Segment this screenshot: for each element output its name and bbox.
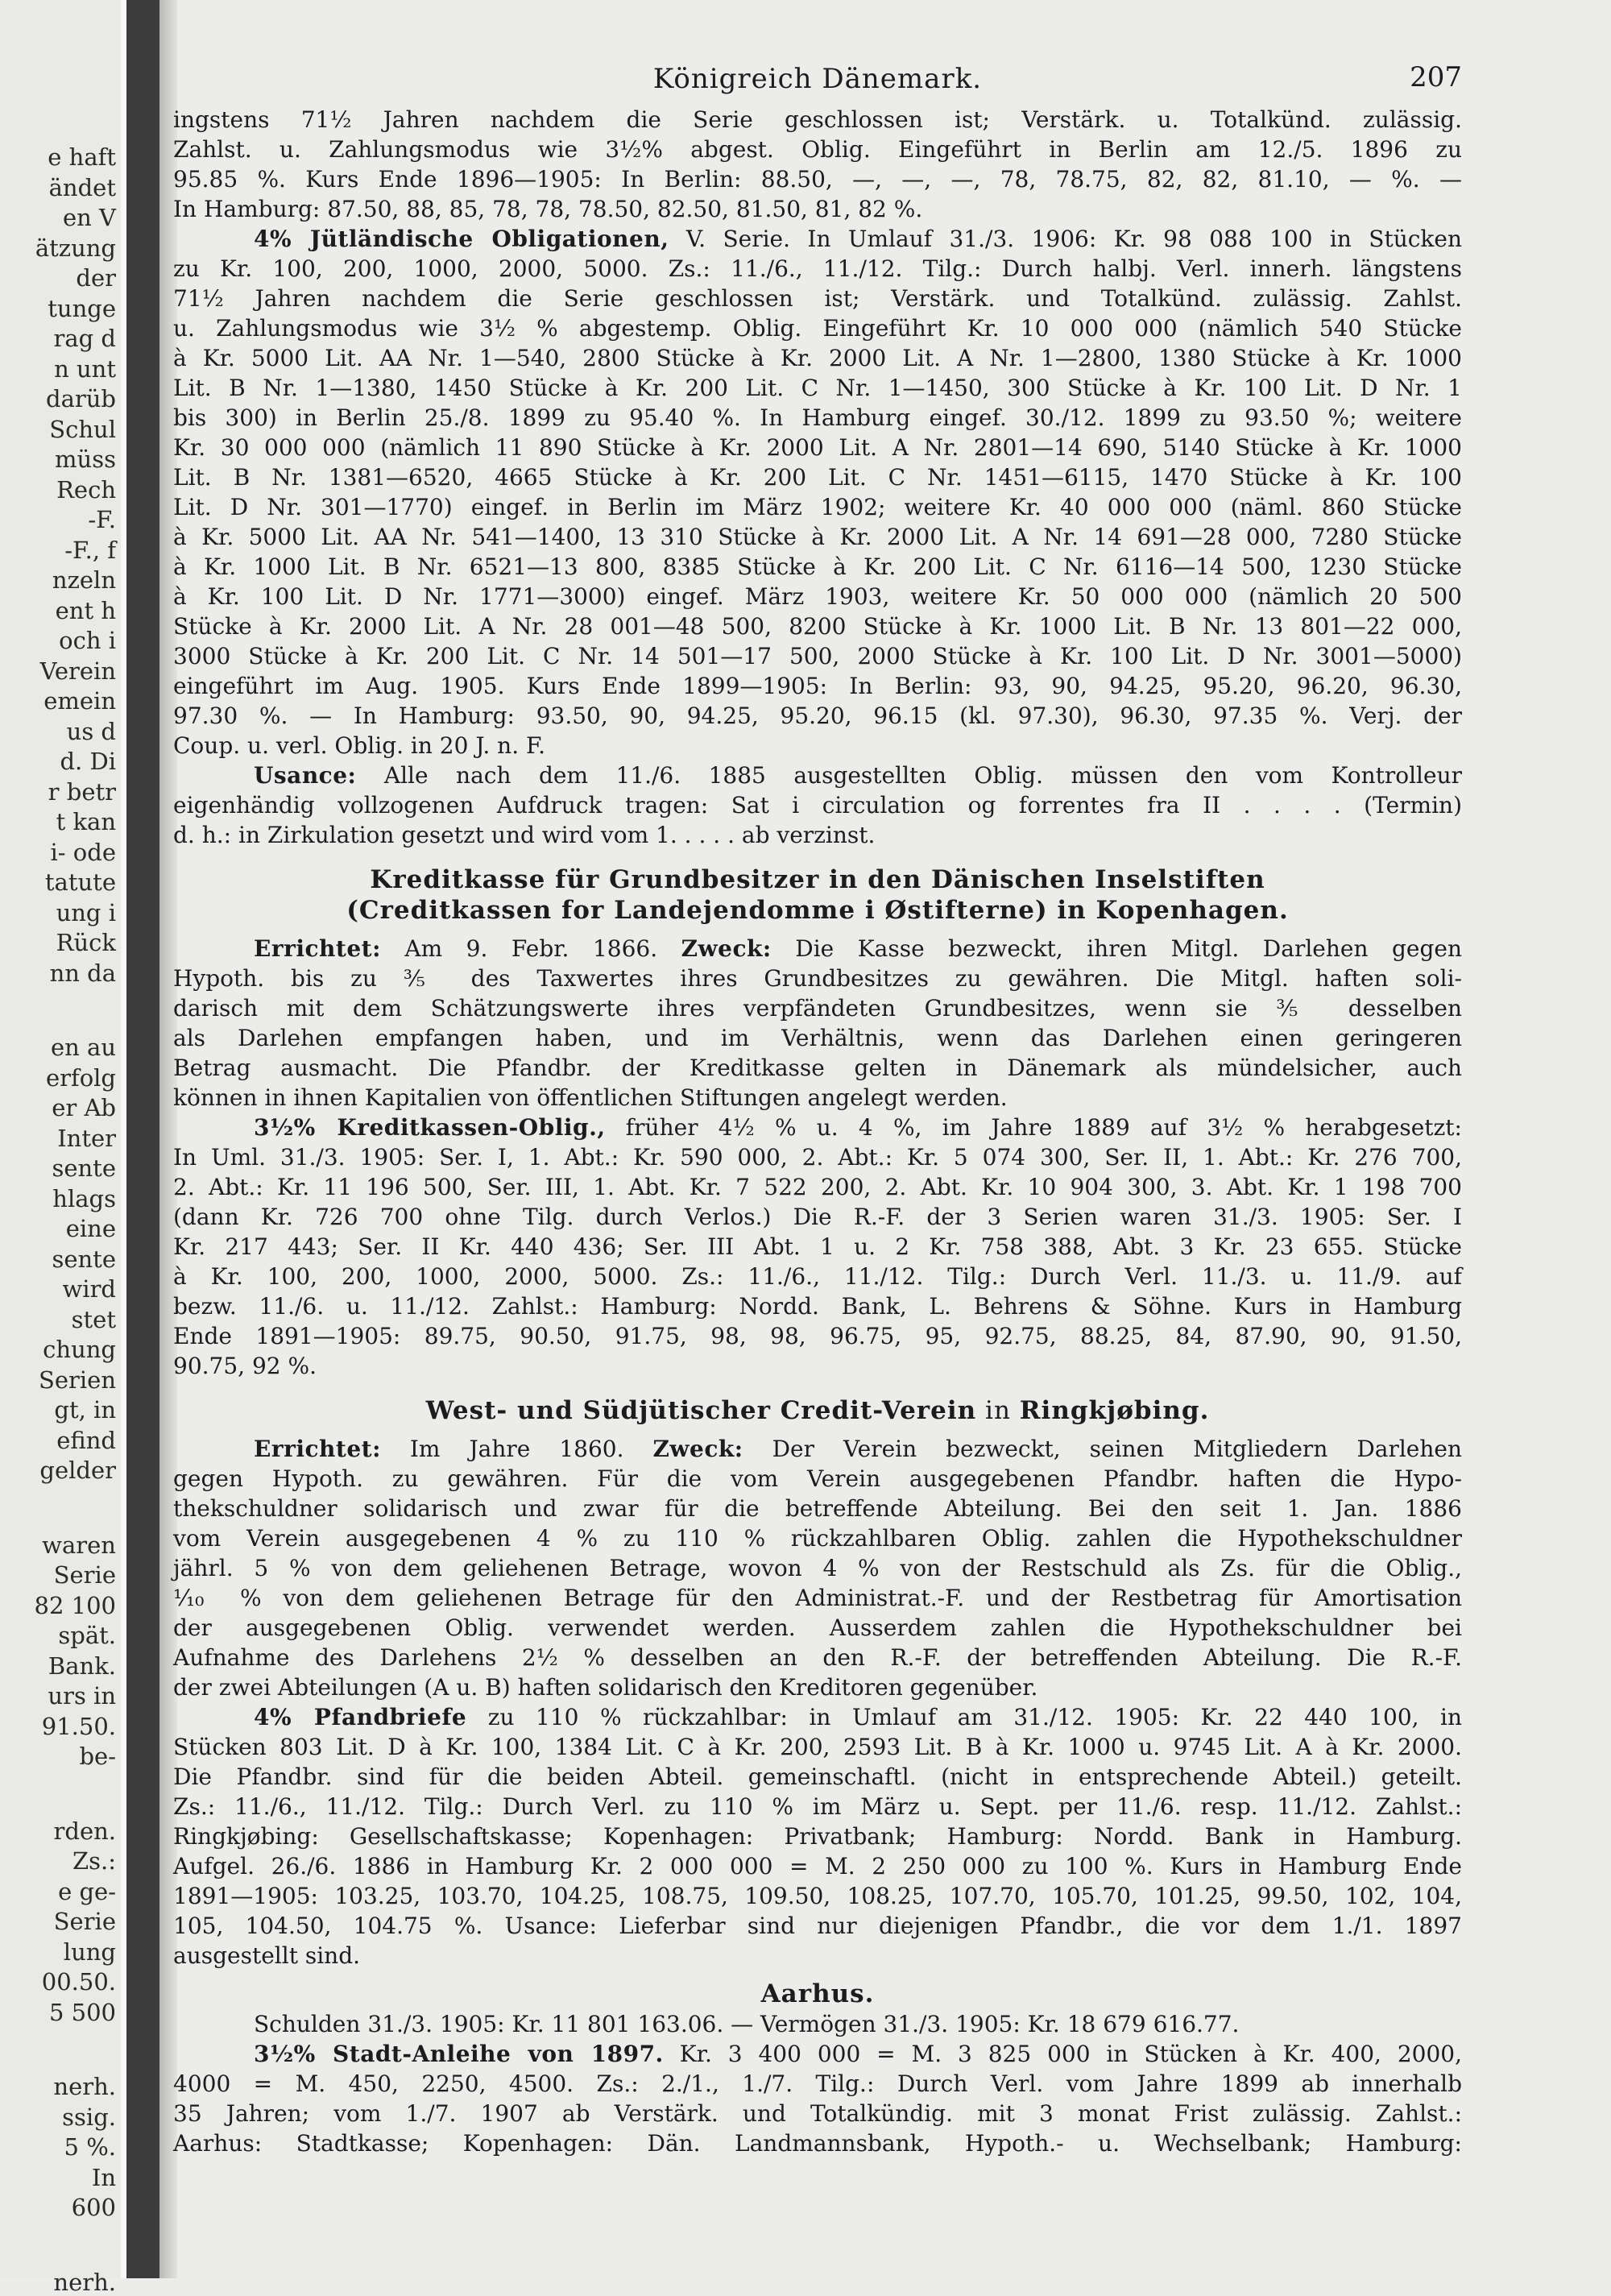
title-part: West- und Südjütischer Credit-Verein: [425, 1396, 977, 1425]
page-number: 207: [1410, 61, 1462, 93]
running-title: Königreich Dänemark.: [652, 63, 983, 95]
aarhus-schulden: [173, 2009, 1462, 2039]
facing-page-text-fragment: wird: [62, 1275, 116, 1303]
text-line: zu 110 % rückzahlbar: in Umlauf am 31./12. 1905: Kr. 22 440 100, in: [466, 1704, 1463, 1730]
facing-page-text-fragment: -F., f: [64, 536, 116, 564]
text-line: Stücke à Kr. 2000 Lit. A Nr. 28 001—48 500, 8200 Stücke à Kr. 1000 Lit. B Nr. 13 801—22 000,: [173, 613, 1462, 640]
facing-page-text-fragment: Rech: [56, 475, 116, 504]
facing-page-text-fragment: efind: [56, 1426, 116, 1454]
facing-page-text-fragment: hlags: [52, 1184, 116, 1212]
section-subtitle: (Creditkassen for Landejendomme i Østifterne) in Kopenhagen.: [346, 896, 1289, 925]
facing-page-text-fragment: ung i: [56, 898, 116, 926]
facing-page-text-fragment: gelder: [39, 1457, 116, 1484]
entry-lead: Usance:: [254, 762, 357, 789]
text-line: 97.30 %. — In Hamburg: 93.50, 90, 94.25, 95.20, 96.15 (kl. 97.30), 96.30, 97.35 %. Verj. der: [173, 702, 1462, 729]
facing-page-text-fragment: stet: [71, 1305, 116, 1333]
text-line: Lit. D Nr. 301—1770) eingef. in Berlin im März 1902; weitere Kr. 40 000 000 (näml. 860 Stücke: [173, 494, 1462, 520]
text-line: vom Verein ausgegebenen 4 % zu 110 % rückzahlbaren Oblig. zahlen die Hypothekschuldner: [173, 1525, 1462, 1552]
text-line: Die Pfandbr. sind für die beiden Abteil. gemeinschaftl. (nicht in entsprechende Abteil.) geteilt.: [173, 1763, 1462, 1790]
entry-lead: Errichtet:: [254, 935, 381, 962]
page-header: [173, 56, 1462, 105]
text-line: Aufnahme des Darlehens 2½ % desselben an den R.-F. der betreffenden Abteilung. Die R.-F.: [173, 1644, 1462, 1671]
facing-page-text-fragment: Bank.: [48, 1652, 116, 1680]
text-line: 95.85 %. Kurs Ende 1896—1905: In Berlin: 88.50, —, —, —, 78, 78.75, 82, 82, 81.10, — %. —: [173, 166, 1462, 193]
facing-page-text-fragment: 00.50.: [41, 1968, 116, 1996]
text-line: 71½ Jahren nachdem die Serie geschlossen ist; Verstärk. und Totalkünd. zulässig. Zahlst.: [173, 285, 1462, 312]
facing-page-text-fragment: eine: [65, 1215, 116, 1242]
text-line: eingeführt im Aug. 1905. Kurs Ende 1899—1905: In Berlin: 93, 90, 94.25, 95.20, 96.20, 96.30,: [173, 673, 1462, 699]
facing-page-text-fragment: nerh.: [53, 2268, 116, 2296]
facing-page-text-fragment: Inter: [57, 1124, 116, 1152]
facing-page-text-fragment: gt, in: [54, 1396, 116, 1424]
entry-lead: Errichtet:: [254, 1436, 381, 1462]
text-line: Der Verein bezweckt, seinen Mitgliedern Darlehen: [743, 1436, 1463, 1462]
facing-page-text-fragment: nzeln: [52, 566, 116, 594]
facing-page-text-fragment: e ge-: [58, 1877, 116, 1905]
text-line: Die Kasse bezweckt, ihren Mitgl. Darlehen gegen: [771, 935, 1463, 962]
entry-lead: 4% Pfandbriefe: [254, 1704, 467, 1730]
text-line: à Kr. 100 Lit. D Nr. 1771—3000) eingef. März 1903, weitere Kr. 50 000 000 (nämlich 20 500: [173, 583, 1462, 610]
facing-page-text-fragment: be-: [79, 1743, 116, 1770]
text-line: (dann Kr. 726 700 ohne Tilg. durch Verlos.) Die R.-F. der 3 Serien waren 31./3. 1905: Ser. I: [173, 1204, 1462, 1230]
facing-page-text-fragment: tunge: [48, 294, 116, 322]
text-line: als Darlehen empfangen haben, und im Verhältnis, wenn das Darlehen einen geringeren: [173, 1025, 1462, 1051]
title-part: in: [976, 1396, 1020, 1425]
text-line: thekschuldner solidarisch und zwar für die betreffende Abteilung. Bei den seit 1. Jan. 1886: [173, 1495, 1462, 1522]
usance-entry: [173, 760, 1462, 850]
text-line: à Kr. 100, 200, 1000, 2000, 5000. Zs.: 11./6., 11./12. Tilg.: Durch Verl. 11./3. u. 11./9. auf: [173, 1263, 1462, 1290]
kreditkasse-errichtet: [173, 934, 1462, 1113]
text-line: Ringkjøbing: Gesellschaftskasse; Kopenhagen: Privatbank; Hamburg: Nordd. Bank in Hamburg.: [173, 1823, 1462, 1850]
text-line: der zwei Abteilungen (A u. B) haften solidarisch den Kreditoren gegenüber.: [173, 1674, 1038, 1701]
text-line: à Kr. 5000 Lit. AA Nr. 1—540, 2800 Stücke à Kr. 2000 Lit. A Nr. 1—2800, 1380 Stücke à Kr. 1000: [173, 345, 1462, 371]
text-line: 3000 Stücke à Kr. 200 Lit. C Nr. 14 501—17 500, 2000 Stücke à Kr. 100 Lit. D Nr. 3001—5000): [173, 643, 1462, 669]
facing-page-text-fragment: tatute: [44, 868, 116, 896]
text-line: gegen Hypoth. zu gewähren. Für die vom Verein ausgegebenen Pfandbr. haften die Hypo-: [173, 1465, 1462, 1492]
text-line: 105, 104.50, 104.75 %. Usance: Lieferbar sind nur diejenigen Pfandbr., die vor dem 1./1. 1897: [173, 1913, 1462, 1939]
facing-page-text-fragment: Verein: [39, 657, 116, 685]
facing-page-text-fragment: er Ab: [52, 1094, 116, 1121]
text-line: Zs.: 11./6., 11./12. Tilg.: Durch Verl. zu 110 % im März u. Sept. per 11./6. resp. 11./12. Zahlst.:: [173, 1793, 1462, 1820]
text-line: 4000 = M. 450, 2250, 4500. Zs.: 2./1., 1./7. Tilg.: Durch Verl. vom Jahre 1899 ab innerhalb: [173, 2070, 1462, 2097]
text-line: Hypoth. bis zu ⅗ des Taxwertes ihres Grundbesitzes zu gewähren. Die Mitgl. haften soli-: [173, 965, 1462, 992]
facing-page-text-fragment: 5 %.: [64, 2133, 116, 2161]
text-line: Zahlst. u. Zahlungsmodus wie 3½% abgest. Oblig. Eingeführt in Berlin am 12./5. 1896 zu: [173, 136, 1462, 163]
facing-page-text-fragment: erfolg: [45, 1063, 116, 1092]
aarhus-stadt-anleihe: [173, 2039, 1462, 2158]
entry-lead: Zweck:: [652, 1436, 743, 1462]
facing-page-text-fragment: t kan: [56, 808, 116, 835]
text-line: Kr. 3 400 000 = M. 3 825 000 in Stücken à Kr. 400, 2000,: [663, 2041, 1462, 2067]
text-line: V. Serie. In Umlauf 31./3. 1906: Kr. 98 088 100 in Stücken: [669, 226, 1462, 252]
facing-page-text-fragment: 5 500: [48, 1998, 116, 2026]
facing-page-text-fragment: en V: [62, 204, 116, 231]
text-line: 2. Abt.: Kr. 11 196 500, Ser. III, 1. Abt. Kr. 7 522 200, 2. Abt. Kr. 10 904 300, 3. Abt. Kr. 1 198 700: [173, 1174, 1462, 1200]
section-title: Aarhus.: [760, 1979, 875, 2008]
facing-page-text-fragment: rden.: [53, 1817, 116, 1845]
text-line: Kr. 217 443; Ser. II Kr. 440 436; Ser. III Abt. 1 u. 2 Kr. 758 388, Abt. 3 Kr. 23 655. Stücke: [173, 1233, 1462, 1260]
entry-lead: 3½% Kreditkassen-Oblig.,: [254, 1114, 606, 1141]
facing-page-text-fragment: 82 100: [34, 1591, 116, 1619]
facing-page-text-fragment: och i: [59, 627, 116, 654]
facing-page-text-fragment: sente: [52, 1154, 116, 1182]
kreditkasse-obligationen: [173, 1113, 1462, 1381]
gutter-edge: [121, 0, 126, 2278]
text-line: 35 Jahren; vom 1./7. 1907 ab Verstärk. und Totalkündig. mit 3 monat Frist zulässig. Zahlst.:: [173, 2100, 1462, 2127]
facing-page-text-fragment: rag d: [53, 325, 116, 352]
facing-page-text-fragment: ätzung: [35, 234, 116, 262]
facing-page-text-fragment: Rück: [56, 929, 116, 956]
facing-page-text-fragment: ssig.: [62, 2103, 116, 2131]
facing-page-text-fragment: Serie: [53, 1561, 116, 1589]
facing-page-text-fragment: Schul: [49, 415, 116, 443]
facing-page-text-fragment: d. Di: [60, 748, 116, 775]
text-line: Betrag ausmacht. Die Pfandbr. der Kreditkasse gelten in Dänemark als mündelsicher, auch: [173, 1055, 1462, 1081]
entry-lead: 3½% Stadt-Anleihe von 1897.: [254, 2041, 664, 2067]
facing-page-text-fragment: 600: [71, 2194, 116, 2221]
text-line: darisch mit dem Schätzungswerte ihres verpfändeten Grundbesitzes, wenn sie ⅗ desselben: [173, 995, 1462, 1022]
text-line: können in ihnen Kapitalien von öffentlichen Stiftungen angelegt werden.: [173, 1084, 1008, 1111]
text-line: ingstens 71½ Jahren nachdem die Serie geschlossen ist; Verstärk. u. Totalkünd. zulässig.: [173, 106, 1462, 133]
text-line: Ende 1891—1905: 89.75, 90.50, 91.75, 98, 98, 96.75, 95, 92.75, 88.25, 84, 87.90, 90, 91.50,: [173, 1323, 1462, 1349]
facing-page-text-fragment: nerh.: [53, 2073, 116, 2100]
facing-page-text-fragment: r betr: [48, 777, 116, 806]
book-page: [173, 56, 1462, 2158]
text-line: bis 300) in Berlin 25./8. 1899 zu 95.40 %. In Hamburg eingef. 30./12. 1899 zu 93.50 %; weitere: [173, 404, 1462, 431]
text-line: ⅒ % von dem geliehenen Betrage für den Administrat.-F. und der Restbetrag für Amortisation: [173, 1585, 1462, 1611]
facing-page-text-fragment: Zs.:: [72, 1847, 116, 1875]
text-line: jährl. 5 % von dem geliehenen Betrage, wovon 4 % von der Restschuld als Zs. für die Oblig.,: [173, 1555, 1462, 1581]
text-line: zu Kr. 100, 200, 1000, 2000, 5000. Zs.: 11./6., 11./12. Tilg.: Durch halbj. Verl. innerh. längstens: [173, 255, 1462, 282]
text-line: Aarhus: Stadtkasse; Kopenhagen: Dän. Landmannsbank, Hypoth.- u. Wechselbank; Hamburg:: [173, 2130, 1462, 2157]
text-line: Stücken 803 Lit. D à Kr. 100, 1384 Lit. C à Kr. 200, 2593 Lit. B à Kr. 1000 u. 9745 Lit. A à Kr. 2000.: [173, 1734, 1462, 1760]
text-line: bezw. 11./6. u. 11./12. Zahlst.: Hamburg: Nordd. Bank, L. Behrens & Söhne. Kurs in Hamburg: [173, 1293, 1462, 1320]
facing-page-text-fragment: müss: [55, 446, 116, 473]
facing-page-text-fragment: ent h: [55, 596, 116, 624]
text-line: Schulden 31./3. 1905: Kr. 11 801 163.06. — Vermögen 31./3. 1905: Kr. 18 679 616.77.: [254, 2011, 1240, 2037]
facing-page-text-fragment: Serien: [38, 1366, 116, 1394]
text-line: à Kr. 5000 Lit. AA Nr. 541—1400, 13 310 Stücke à Kr. 2000 Lit. A Nr. 14 691—28 000, 7280 Stücke: [173, 524, 1462, 550]
text-line: Coup. u. verl. Oblig. in 20 J. n. F.: [173, 732, 545, 759]
facing-page-text-fragment: spät.: [58, 1622, 116, 1649]
facing-page-text-fragment: Serie: [53, 1908, 116, 1935]
text-line: 90.75, 92 %.: [173, 1353, 317, 1379]
entry-lead: 4% Jütländische Obligationen,: [254, 226, 669, 252]
westverein-pfandbriefe: [173, 1702, 1462, 1971]
book-gutter: [126, 0, 159, 2278]
text-line: u. Zahlungsmodus wie 3½ % abgestemp. Oblig. Eingeführt Kr. 10 000 000 (nämlich 540 Stücke: [173, 315, 1462, 342]
facing-page-text-fragment: i- ode: [50, 838, 116, 866]
section-title: [173, 1395, 1462, 1426]
text-line: d. h.: in Zirkulation gesetzt und wird vom 1. . . . . ab verzinst.: [173, 822, 876, 848]
facing-page-fragment: [0, 0, 121, 2296]
text-line: Lit. B Nr. 1—1380, 1450 Stücke à Kr. 200 Lit. C Nr. 1—1450, 300 Stücke à Kr. 100 Lit. D Nr. 1: [173, 375, 1462, 401]
text-line: In Hamburg: 87.50, 88, 85, 78, 78, 78.50, 82.50, 81.50, 81, 82 %.: [173, 196, 923, 222]
text-line: Aufgel. 26./6. 1886 in Hamburg Kr. 2 000 000 = M. 2 250 000 zu 100 %. Kurs in Hamburg Ende: [173, 1853, 1462, 1879]
facing-page-text-fragment: chung: [43, 1336, 116, 1363]
text-line: Am 9. Febr. 1866.: [380, 935, 681, 962]
text-line: 1891—1905: 103.25, 103.70, 104.25, 108.75, 109.50, 108.25, 107.70, 105.70, 101.25, 99.50, 102, 104,: [173, 1883, 1462, 1909]
text-line: à Kr. 1000 Lit. B Nr. 6521—13 800, 8385 Stücke à Kr. 200 Lit. C Nr. 6116—14 500, 1230 Stücke: [173, 553, 1462, 580]
text-line: der ausgegebenen Oblig. verwendet werden. Ausserdem zahlen die Hypothekschuldner bei: [173, 1614, 1462, 1641]
facing-page-text-fragment: darüb: [46, 385, 116, 412]
title-part: Ringkjøbing.: [1019, 1396, 1210, 1425]
facing-page-text-fragment: ändet: [48, 173, 116, 201]
section-title: Kreditkasse für Grundbesitzer in den Dänischen Inselstiften: [370, 865, 1265, 894]
westverein-errichtet: [173, 1434, 1462, 1702]
text-line: früher 4½ % u. 4 %, im Jahre 1889 auf 3½ % herabgesetzt:: [605, 1114, 1462, 1141]
facing-page-text-fragment: der: [76, 264, 116, 292]
facing-page-text-fragment: -F.: [88, 506, 116, 533]
text-line: eigenhändig vollzogenen Aufdruck tragen: Sat i circulation og forrentes fra II . . . . (Termin): [173, 792, 1462, 819]
text-line: Kr. 30 000 000 (nämlich 11 890 Stücke à Kr. 2000 Lit. A Nr. 2801—14 690, 5140 Stücke à Kr. 1000: [173, 434, 1462, 461]
facing-page-text-fragment: us d: [66, 717, 116, 745]
facing-page-text-fragment: waren: [42, 1531, 116, 1559]
facing-page-text-fragment: en au: [50, 1034, 116, 1061]
facing-page-text-fragment: nn da: [49, 959, 116, 987]
text-line: In Uml. 31./3. 1905: Ser. I, 1. Abt.: Kr. 590 000, 2. Abt.: Kr. 5 074 300, Ser. II, 1. Abt.: Kr. 276 700,: [173, 1144, 1462, 1171]
text-line: Im Jahre 1860.: [380, 1436, 653, 1462]
juetland-obligationen-entry: [173, 224, 1462, 760]
facing-page-text-fragment: 91.50.: [41, 1712, 116, 1740]
text-line: ausgestellt sind.: [173, 1942, 361, 1969]
text-line: Alle nach dem 11./6. 1885 ausgestellten Oblig. müssen den vom Kontrolleur: [356, 762, 1462, 789]
facing-page-text-fragment: In: [91, 2163, 116, 2191]
text-line: Lit. B Nr. 1381—6520, 4665 Stücke à Kr. 200 Lit. C Nr. 1451—6115, 1470 Stücke à Kr. 100: [173, 464, 1462, 491]
facing-page-text-fragment: lung: [63, 1938, 116, 1966]
juetland-continuation: [173, 105, 1462, 224]
entry-lead: Zweck:: [681, 935, 772, 962]
facing-page-text-fragment: urs in: [48, 1682, 116, 1710]
facing-page-text-fragment: e haft: [48, 143, 116, 171]
facing-page-text-fragment: emein: [43, 687, 116, 715]
facing-page-text-fragment: n unt: [54, 354, 116, 383]
facing-page-text-fragment: sente: [52, 1245, 116, 1273]
